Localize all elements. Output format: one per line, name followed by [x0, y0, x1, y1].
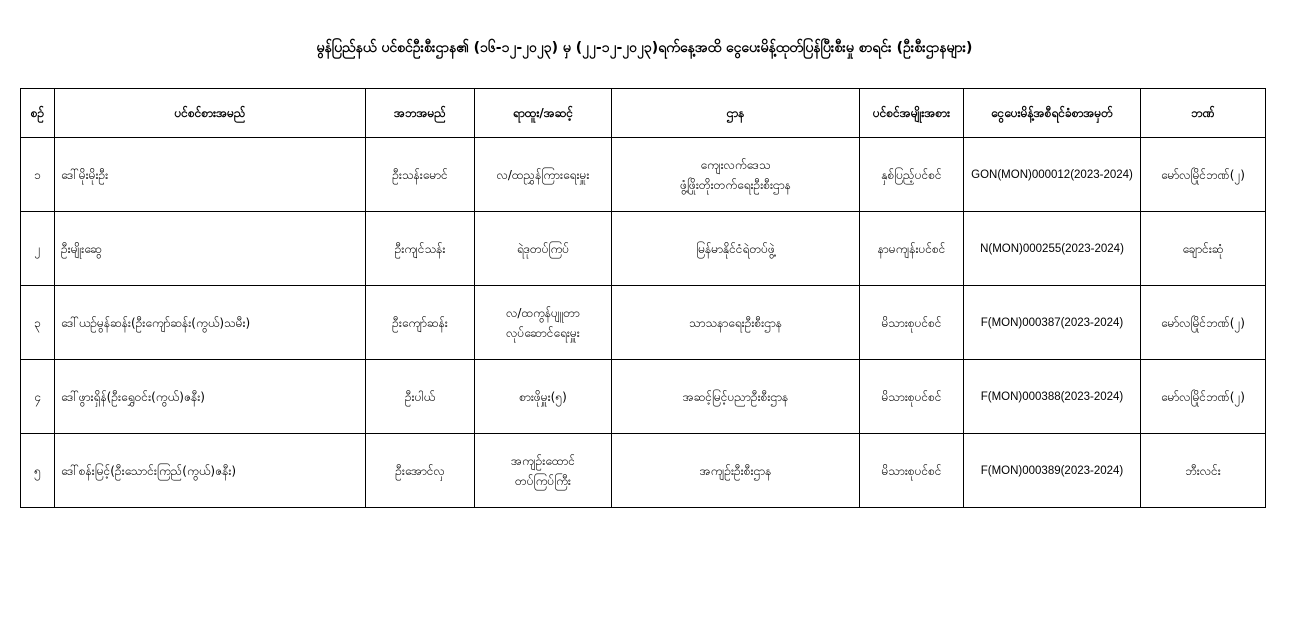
cell-pension-type: နှစ်ပြည့်ပင်စင် [860, 138, 964, 212]
cell-serial-no: ၅ [21, 434, 55, 508]
header-report-number: ငွေပေးမိန့်အစီရင်ခံစာအမှတ် [964, 89, 1141, 138]
cell-father-name: ဦးသန်းမောင် [366, 138, 475, 212]
rank-line: လ/ထကွန်ပျူတာ [506, 305, 580, 320]
cell-report-number: GON(MON)000012(2023-2024) [964, 138, 1141, 212]
cell-department [612, 138, 860, 212]
cell-bank: မော်လမြိုင်ဘဏ်(၂) [1141, 286, 1266, 360]
cell-pension-type: မိသားစုပင်စင် [860, 360, 964, 434]
cell-serial-no: ၁ [21, 138, 55, 212]
cell-pension-type: မိသားစုပင်စင် [860, 434, 964, 508]
department-line: မြန်မာနိုင်ငံရဲတပ်ဖွဲ့ [696, 241, 775, 256]
cell-report-number: F(MON)000387(2023-2024) [964, 286, 1141, 360]
department-line: သာသနာရေးဦးစီးဌာန [688, 315, 783, 330]
cell-bank: ဘီးလင်း [1141, 434, 1266, 508]
department-line: အဆင့်မြင့်ပညာဦးစီးဌာန [682, 389, 789, 404]
cell-father-name: ဦးကျော်ဆန်း [366, 286, 475, 360]
cell-bank: မော်လမြိုင်ဘဏ်(၂) [1141, 138, 1266, 212]
cell-department [612, 434, 860, 508]
cell-bank: ချောင်းဆုံ [1141, 212, 1266, 286]
rank-line: စားဖိုမှူး(၅) [519, 389, 567, 404]
table-header [21, 89, 1266, 138]
header-serial-no: စဉ် [21, 89, 55, 138]
cell-serial-no: ၃ [21, 286, 55, 360]
cell-father-name: ဦးအောင်လှ [366, 434, 475, 508]
table-row [21, 212, 1266, 286]
cell-father-name: ဦးပါယ် [366, 360, 475, 434]
cell-pension-type: မိသားစုပင်စင် [860, 286, 964, 360]
cell-pensioner-name: ဒေါ်ဖွားရှိန်(ဦးရွှေဝင်း(ကွယ်)ဇနီး) [55, 360, 366, 434]
page-title: မွန်ပြည်နယ် ပင်စင်ဦးစီးဌာန၏ (၁၆-၁၂-၂၀၂၃) မှ (၂၂-၁၂-၂၀၂၃)ရက်နေ့အထိ ငွေပေးမိန့်ထုတ်ပြန်ပြီးစီးမှု စာရင်း (ဦးစီးဌာနများ) [316, 40, 973, 56]
header-rank: ရာထူး/အဆင့် [475, 89, 612, 138]
header-father-name: အဘအမည် [366, 89, 475, 138]
cell-pension-type: နာမကျန်းပင်စင် [860, 212, 964, 286]
header-pension-type: ပင်စင်အမျိုးအစား [860, 89, 964, 138]
header-department: ဌာန [612, 89, 860, 138]
rank-line: အကျဉ်းထောင် [510, 453, 576, 468]
cell-rank [475, 138, 612, 212]
rank-line: လုပ်ဆောင်ရေးမှူး [506, 325, 580, 340]
rank-line: တပ်ကြပ်ကြီး [515, 473, 571, 488]
cell-pensioner-name: ဦးမျိုးဆွေ [55, 212, 366, 286]
cell-serial-no: ၂ [21, 212, 55, 286]
cell-department [612, 286, 860, 360]
cell-report-number: N(MON)000255(2023-2024) [964, 212, 1141, 286]
cell-pensioner-name: ဒေါ်မိုးမိုးဦး [55, 138, 366, 212]
table-row [21, 138, 1266, 212]
cell-pensioner-name: ဒေါ်ယဉ်မွန်ဆန်း(ဦးကျော်ဆန်း(ကွယ်)သမီး) [55, 286, 366, 360]
department-line: ဖွံ့ဖြိုးတိုးတက်ရေးဦးစီးဌာန [680, 177, 791, 192]
cell-department [612, 212, 860, 286]
cell-rank [475, 212, 612, 286]
pension-report-table [20, 88, 1266, 508]
rank-line: လ/ထညွှန်ကြားရေးမှူး [496, 167, 590, 182]
cell-report-number: F(MON)000389(2023-2024) [964, 434, 1141, 508]
cell-pensioner-name: ဒေါ်စန်းမြင့်(ဦးသောင်းကြည်(ကွယ်)ဇနီး) [55, 434, 366, 508]
table-body [21, 138, 1266, 508]
header-row [21, 89, 1266, 138]
cell-department [612, 360, 860, 434]
header-bank: ဘဏ် [1141, 89, 1266, 138]
cell-rank [475, 434, 612, 508]
cell-rank [475, 360, 612, 434]
department-line: အကျဉ်းဦးစီးဌာန [699, 463, 772, 478]
cell-bank: မော်လမြိုင်ဘဏ်(၂) [1141, 360, 1266, 434]
cell-serial-no: ၄ [21, 360, 55, 434]
cell-father-name: ဦးကျင်သန်း [366, 212, 475, 286]
department-line: ကျေးလက်ဒေသ [700, 157, 771, 172]
table-row [21, 360, 1266, 434]
table-row [21, 286, 1266, 360]
table-row [21, 434, 1266, 508]
cell-report-number: F(MON)000388(2023-2024) [964, 360, 1141, 434]
cell-rank [475, 286, 612, 360]
header-pensioner-name: ပင်စင်စားအမည် [55, 89, 366, 138]
rank-line: ရဲဒုတပ်ကြပ် [516, 241, 570, 256]
